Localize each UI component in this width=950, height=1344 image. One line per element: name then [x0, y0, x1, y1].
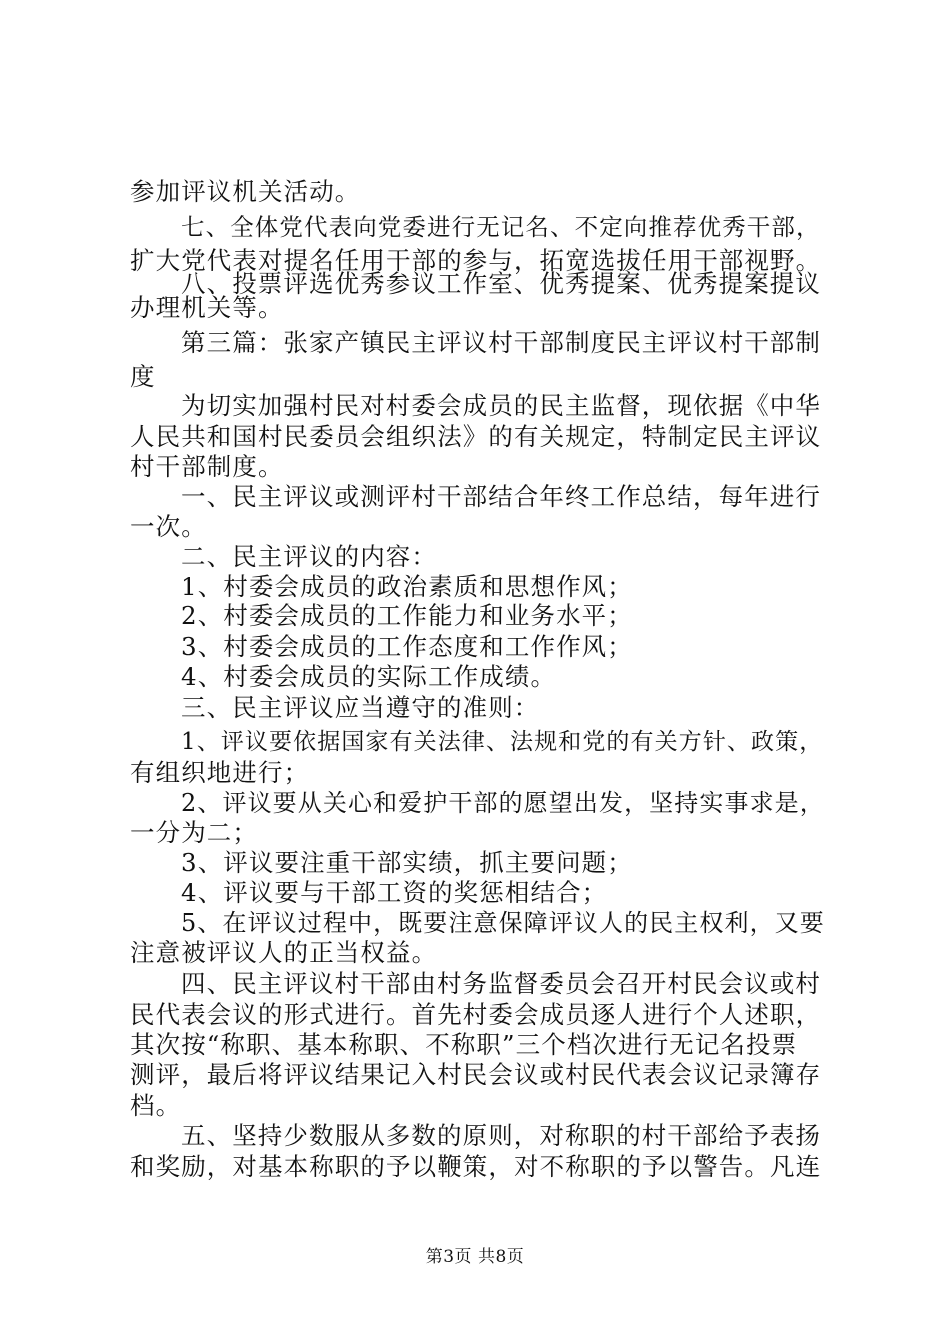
text-line: 参加评议机关活动。 — [130, 177, 361, 206]
text-line: 一分为二； — [130, 818, 258, 847]
text-line: 5、在评议过程中，既要注意保障评议人的民主权利，又要 — [181, 909, 825, 937]
text-line: 三、民主评议应当遵守的准则： — [181, 693, 540, 722]
text-line: 人民共和国村民委员会组织法》的有关规定，特制定民主评议 — [130, 422, 822, 451]
text-line: 1、村委会成员的政治素质和思想作风； — [181, 572, 633, 601]
text-line: 民代表会议的形式进行。首先村委会成员逐人进行个人述职， — [130, 1000, 822, 1029]
text-line: 四、民主评议村干部由村务监督委员会召开村民会议或村 — [181, 969, 821, 998]
text-line: 注意被评议人的正当权益。 — [130, 938, 438, 967]
text-line: 五、坚持少数服从多数的原则，对称职的村干部给予表扬 — [181, 1121, 821, 1150]
page-number-footer: 第3页 共8页 — [425, 1247, 525, 1267]
text-line: 4、评议要与干部工资的奖惩相结合； — [181, 878, 608, 907]
text-line: 一、民主评议或测评村干部结合年终工作总结，每年进行 — [181, 482, 821, 511]
text-line: 档。 — [130, 1091, 182, 1120]
text-line: 3、评议要注重干部实绩，抓主要问题； — [181, 848, 633, 877]
text-line: 办理机关等。 — [130, 293, 284, 322]
text-line: 村干部制度。 — [130, 452, 284, 481]
text-line: 和奖励，对基本称职的予以鞭策，对不称职的予以警告。凡连 — [130, 1152, 822, 1181]
text-line: 八、投票评选优秀参议工作室、优秀提案、优秀提案提议 — [181, 269, 821, 298]
text-line: 4、村委会成员的实际工作成绩。 — [181, 662, 557, 691]
text-line: 第三篇：张家产镇民主评议村干部制度民主评议村干部制 — [181, 328, 821, 357]
text-line: 3、村委会成员的工作态度和工作作风； — [181, 632, 633, 661]
text-line: 2、评议要从关心和爱护干部的愿望出发，坚持实事求是， — [181, 789, 825, 817]
text-line: 为切实加强村民对村委会成员的民主监督，现依据《中华 — [181, 391, 821, 420]
text-line: 有组织地进行； — [130, 758, 310, 787]
text-line: 1、评议要依据国家有关法律、法规和党的有关方针、政策， — [181, 729, 824, 755]
text-line: 度 — [130, 362, 156, 391]
text-line: 2、村委会成员的工作能力和业务水平； — [181, 601, 633, 630]
text-line: 七、全体党代表向党委进行无记名、不定向推荐优秀干部， — [181, 213, 821, 241]
text-line: 其次按“称职、基本称职、不称职”三个档次进行无记名投票 — [130, 1030, 798, 1059]
text-line: 测评，最后将评议结果记入村民会议或村民代表会议记录簿存 — [130, 1060, 822, 1089]
text-line: 二、民主评议的内容： — [181, 542, 437, 571]
text-line: 一次。 — [130, 512, 207, 541]
text-line: 扩大党代表对提名任用干部的参与，拓宽选拔任用干部视野。 — [130, 246, 822, 275]
